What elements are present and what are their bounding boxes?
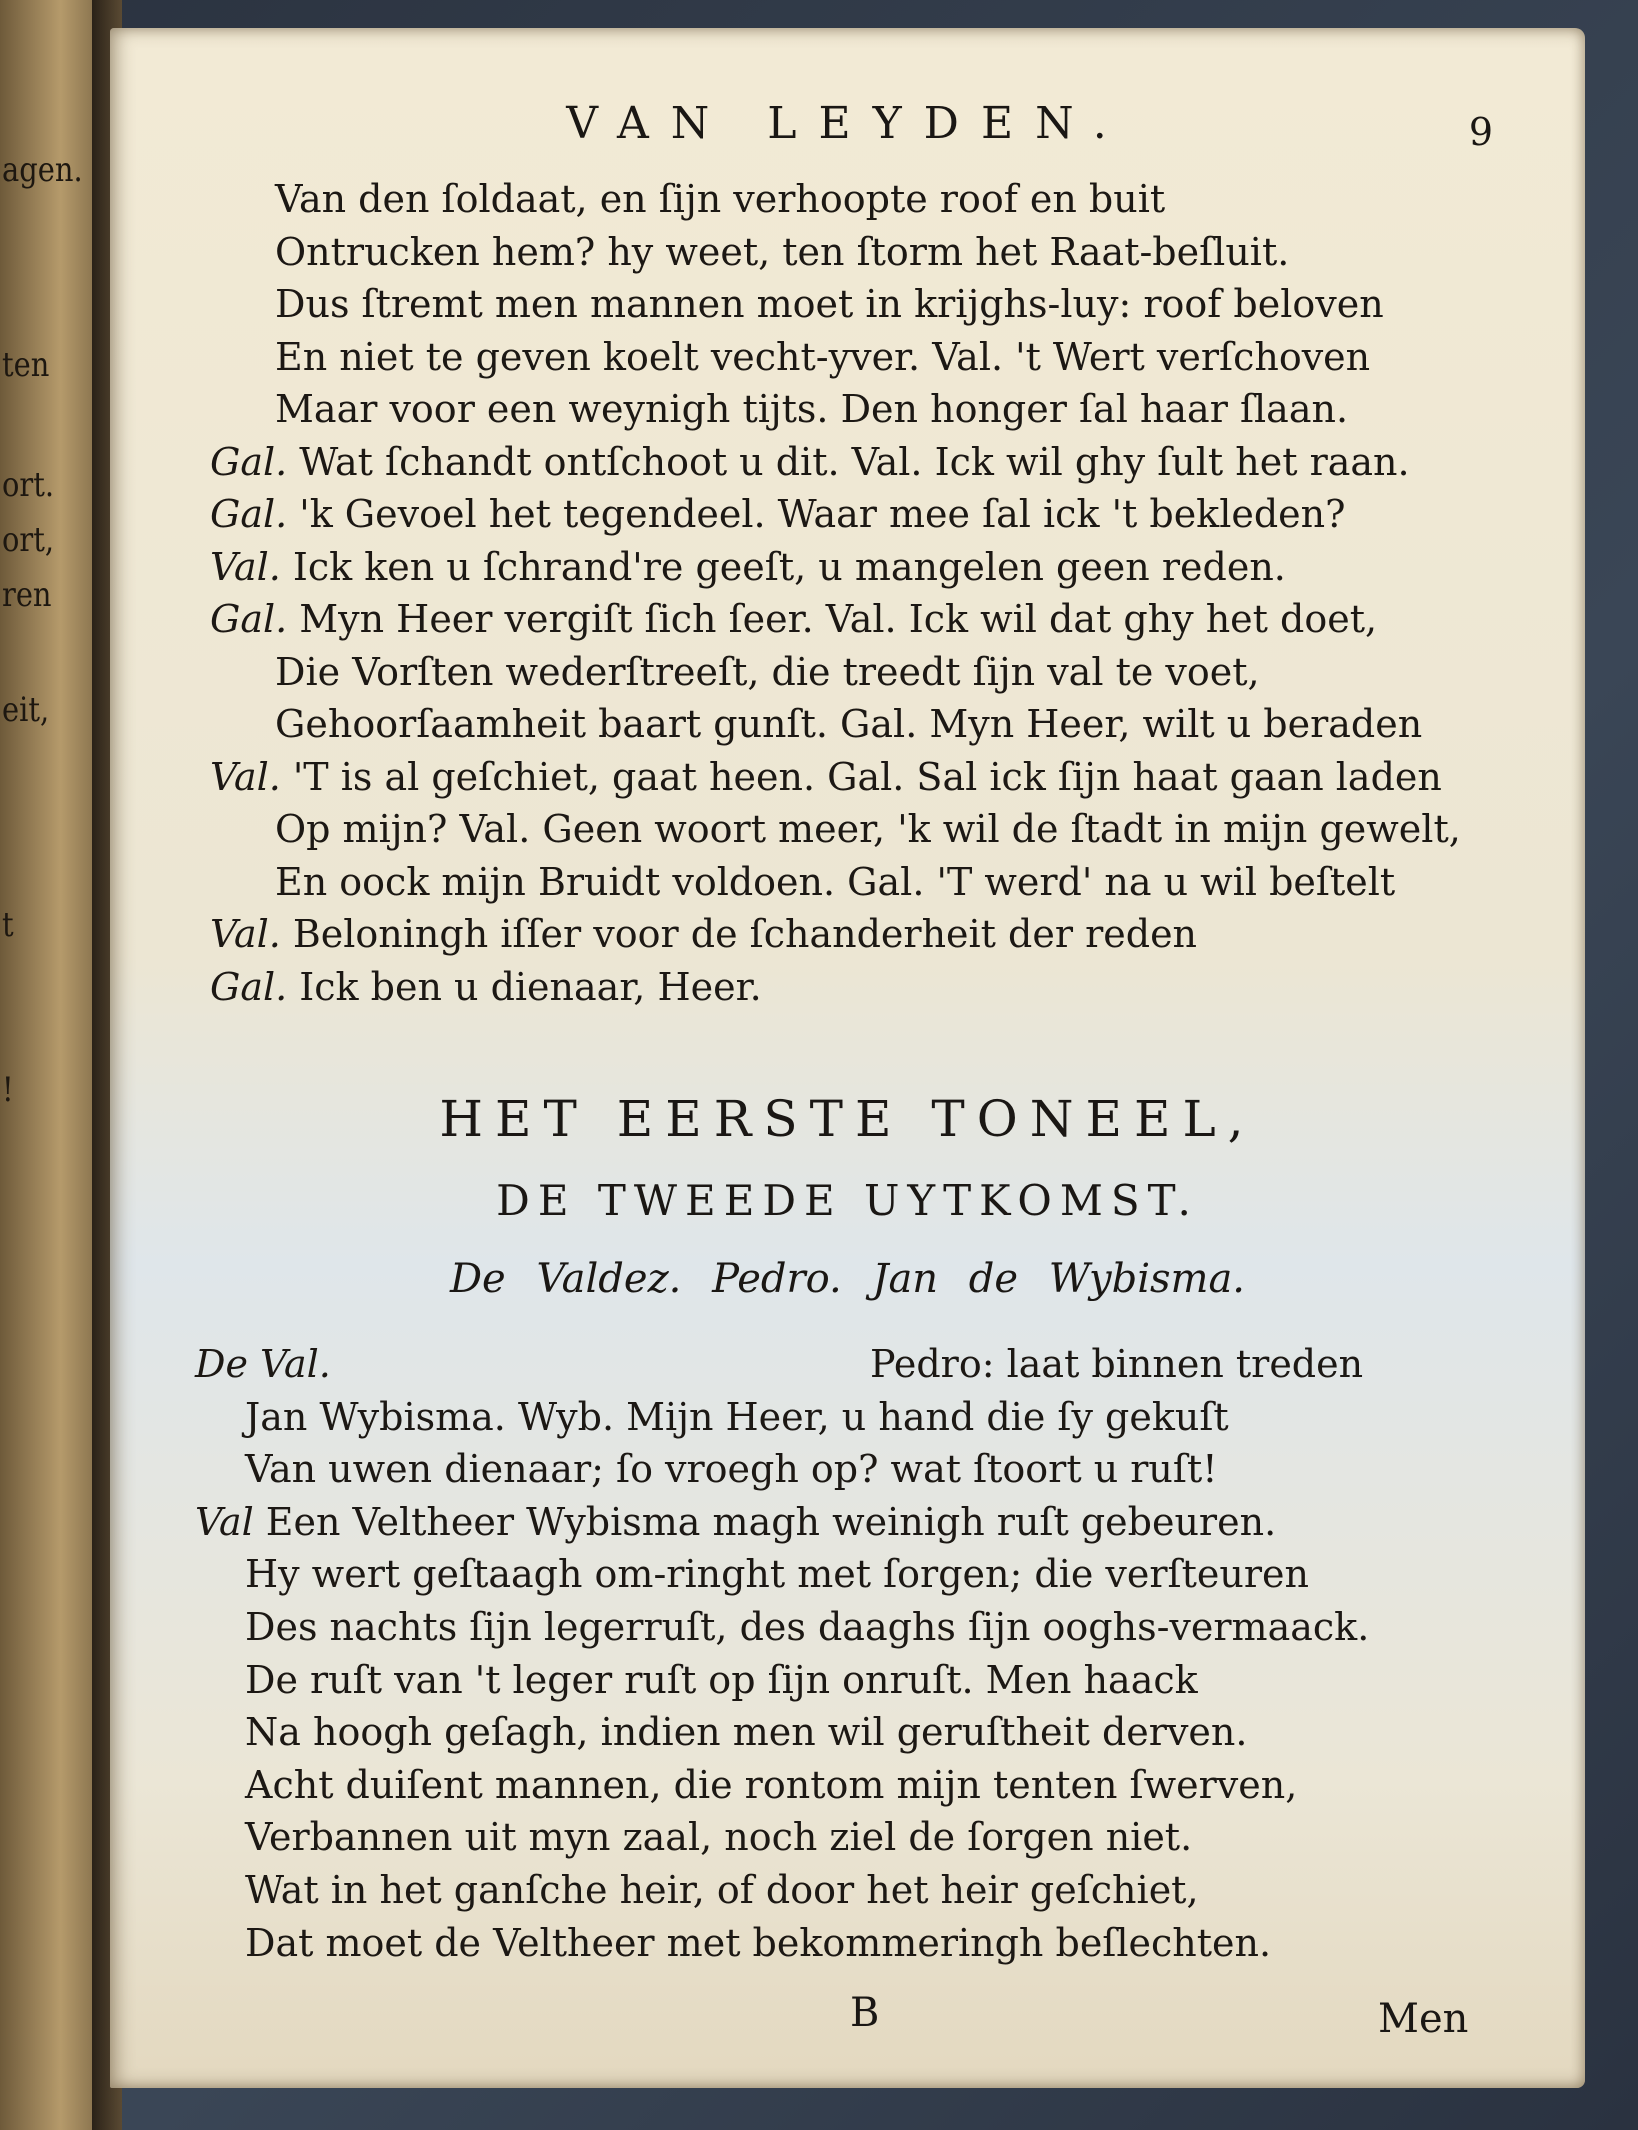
catchword: Men <box>1378 1996 1469 2042</box>
verse-text: Myn Heer vergiſt ſich ſeer. Val. Ick wil dat ghy het doet, <box>299 597 1378 641</box>
left-page-fragment: ort. <box>2 465 55 505</box>
verse-line <box>110 436 1585 489</box>
verse-text: Op mijn? Val. Geen woort meer, 'k wil de ſtadt in mijn gewelt, <box>275 807 1461 851</box>
left-page-fragment: ten <box>2 345 50 385</box>
verse-text: Ontrucken hem? hy weet, ten ſtorm het Raat-beſluit. <box>275 229 1290 274</box>
verse-text: Des nachts ſijn legerruſt, des daaghs ſijn ooghs-vermaack. <box>245 1604 1370 1649</box>
verse-line <box>110 646 1585 699</box>
speaker-label: Gal. <box>210 492 288 536</box>
speaker-label: Val. <box>210 754 281 799</box>
speaker-label: Gal. <box>210 964 288 1009</box>
verse-line <box>110 908 1585 961</box>
verse-line <box>110 278 1585 331</box>
verse-line <box>110 1391 1585 1444</box>
speaker-label: Val. <box>210 544 281 589</box>
verse-text: En oock mijn Bruidt voldoen. Gal. 'T werd' na u wil beſtelt <box>275 859 1396 904</box>
verse-text: Acht duiſent mannen, die rontom mijn tenten ſwerven, <box>245 1762 1298 1807</box>
verse-block-upper <box>110 173 1585 1013</box>
verse-text: Een Veltheer Wybisma magh weinigh ruſt gebeuren. <box>265 1499 1277 1544</box>
verse-text: 'T is al geſchiet, gaat heen. Gal. Sal ick ſijn haat gaan laden <box>292 754 1442 799</box>
verse-line <box>110 698 1585 751</box>
verse-text: Pedro: laat binnen treden <box>870 1342 1364 1386</box>
scene-heading-act: HET EERSTE TONEEL, <box>439 1090 1256 1148</box>
verse-line <box>110 1811 1585 1864</box>
verse-text: Jan Wybisma. Wyb. Mijn Heer, u hand die ſy gekuſt <box>245 1394 1229 1439</box>
verse-line <box>110 541 1585 594</box>
speaker-label: Gal. <box>210 439 288 484</box>
verse-line <box>110 488 1585 541</box>
signature-mark: B <box>850 1990 880 2036</box>
verse-text: Gehoorſaamheit baart gunſt. Gal. Myn Heer, wilt u beraden <box>275 702 1423 746</box>
left-page-fragment: t <box>2 905 14 945</box>
verse-line <box>110 383 1585 436</box>
verse-text: Na hoogh geſagh, indien men wil geruſtheit derven. <box>245 1710 1248 1755</box>
verse-text: De ruſt van 't leger ruſt op ſijn onruſt. Men haack <box>245 1657 1198 1702</box>
left-page-fragment: agen. <box>2 150 83 190</box>
verse-text: Wat ſchandt ontſchoot u dit. Val. Ick wil ghy ſult het raan. <box>299 439 1410 484</box>
verse-text: Beloningh iſſer voor de ſchanderheit der reden <box>292 912 1198 956</box>
verse-text: En niet te geven koelt vecht-yver. Val. 't Wert verſchoven <box>275 334 1371 379</box>
verse-line <box>110 1496 1585 1549</box>
left-page-fragment: ort, <box>2 520 55 560</box>
verse-line <box>110 1654 1585 1707</box>
verse-line <box>110 1548 1585 1601</box>
speaker-label: Gal. <box>210 597 288 641</box>
verse-line <box>110 961 1585 1014</box>
verse-line <box>110 856 1585 909</box>
dramatis-personae: De Valdez. Pedro. Jan de Wybisma. <box>449 1256 1246 1302</box>
verse-line <box>110 1601 1585 1654</box>
verse-line <box>110 1706 1585 1759</box>
verse-line <box>110 1864 1585 1917</box>
verse-text: Wat in het ganſche heir, of door het heir geſchiet, <box>245 1867 1199 1912</box>
verse-line <box>110 1759 1585 1812</box>
verse-text: Hy wert geſtaagh om-ringht met ſorgen; die verſteuren <box>245 1552 1309 1597</box>
verse-line <box>110 1443 1585 1496</box>
verse-line <box>110 331 1585 384</box>
verse-text: 'k Gevoel het tegendeel. Waar mee ſal ick 't bekleden? <box>299 492 1346 536</box>
verse-text: Dus ſtremt men mannen moet in krijghs-luy: roof beloven <box>275 282 1384 326</box>
page-number: 9 <box>1468 110 1493 154</box>
left-page-fragment: ren <box>2 575 52 615</box>
speaker-label: Val. <box>210 912 281 956</box>
verse-text: Die Vorſten wederſtreeſt, die treedt ſijn val te voet, <box>275 649 1260 694</box>
verse-text: Verbannen uit myn zaal, noch ziel de ſorgen niet. <box>245 1815 1193 1860</box>
scene-heading-exit: DE TWEEDE UYTKOMST. <box>496 1176 1199 1225</box>
verse-text: Van den ſoldaat, en ſijn verhoopte roof en buit <box>275 177 1166 221</box>
verse-line <box>110 173 1585 226</box>
verse-line <box>110 1917 1585 1970</box>
verse-text: Dat moet de Veltheer met bekommeringh beſlechten. <box>245 1920 1272 1965</box>
verse-line <box>110 1338 1585 1391</box>
running-head: VAN LEYDEN. <box>566 98 1129 149</box>
verse-line <box>110 226 1585 279</box>
verse-line <box>110 593 1585 646</box>
verse-line <box>110 803 1585 856</box>
verse-text: Ick ben u dienaar, Heer. <box>299 964 762 1009</box>
verse-text: Van uwen dienaar; ſo vroegh op? wat ſtoort u ruſt! <box>245 1447 1218 1492</box>
speaker-label: De Val. <box>195 1342 331 1386</box>
book-page <box>110 28 1585 2088</box>
left-page-fragment: ! <box>2 1070 14 1110</box>
verse-line <box>110 751 1585 804</box>
left-page-fragment: eit, <box>2 690 50 730</box>
speaker-label: Val <box>195 1499 254 1544</box>
verse-text: Maar voor een weynigh tijts. Den honger ſal haar ſlaan. <box>275 387 1349 431</box>
verse-block-lower <box>110 1338 1585 1969</box>
verse-text: Ick ken u ſchrand're geeſt, u mangelen geen reden. <box>292 544 1286 589</box>
